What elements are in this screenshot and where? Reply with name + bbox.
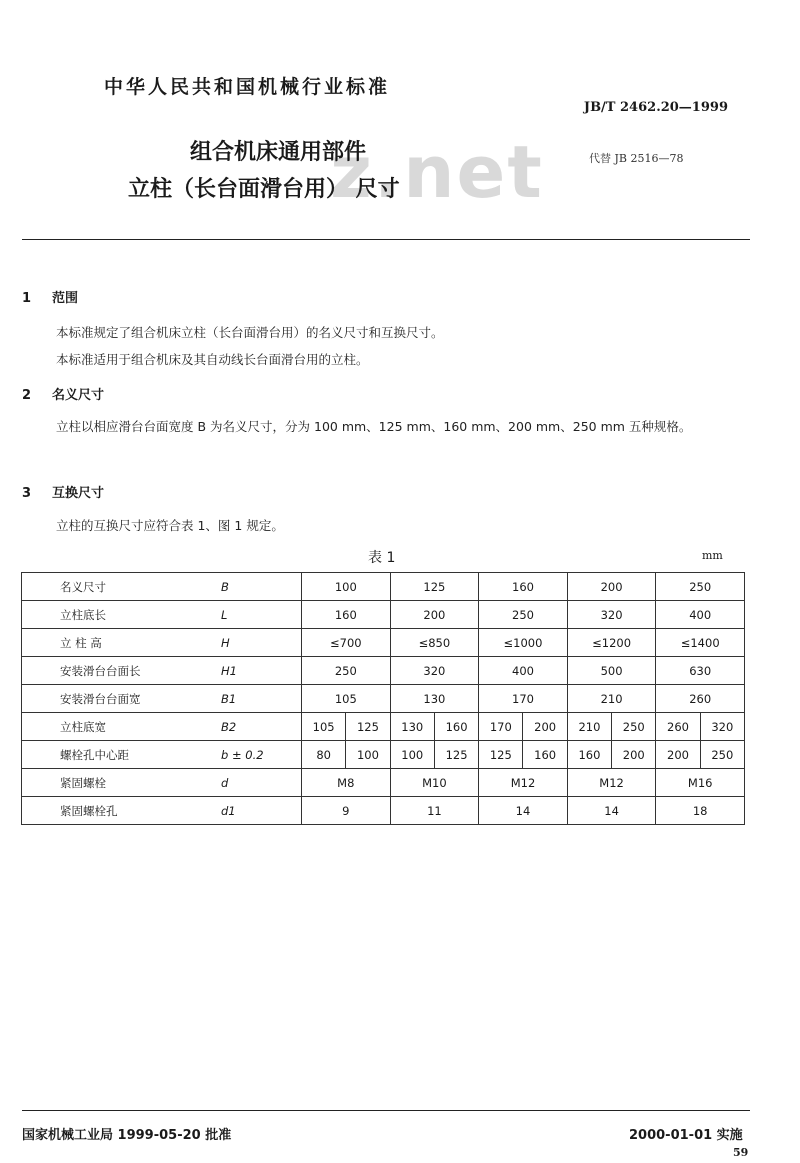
row-name: 立 柱 高 [22,629,202,657]
table-row [22,657,745,685]
table-cell: 125 [434,741,478,769]
table-cell: M10 [390,769,479,797]
row-name: 立柱底宽 [22,713,202,741]
header-divider [22,239,750,240]
row-symbol: B2 [201,713,302,741]
section-1-paragraph-2: 本标准适用于组合机床及其自动线长台面滑台用的立柱。 [56,352,369,367]
table-row [22,601,745,629]
table-cell: 160 [567,741,611,769]
table-row [22,713,745,741]
document-title-line2: 立柱（长台面滑台用） 尺寸 [128,177,400,202]
table-cell: 100 [390,741,434,769]
table-cell: 250 [612,713,656,741]
section-3-paragraph-1: 立柱的互换尺寸应符合表 1、图 1 规定。 [56,518,284,533]
row-name: 名义尺寸 [22,573,202,601]
row-symbol: H1 [201,657,302,685]
table-row [22,629,745,657]
row-symbol: d [201,769,302,797]
table-cell: ≤1400 [656,629,745,657]
table-cell: 400 [656,601,745,629]
replaces-note: 代替 JB 2516—78 [589,152,684,165]
row-name: 安装滑台台面长 [22,657,202,685]
table-cell: 18 [656,797,745,825]
table-cell: 250 [700,741,744,769]
table-cell: 320 [700,713,744,741]
approval-date: 国家机械工业局 1999-05-20 批准 [22,1128,232,1143]
row-symbol: B [201,573,302,601]
section-2-heading [22,384,104,403]
table-row [22,769,745,797]
table-cell: 100 [346,741,390,769]
dimension-table [21,572,745,825]
table-cell: 200 [390,601,479,629]
table-cell: 170 [479,685,568,713]
table-cell: 160 [479,573,568,601]
table-cell: 130 [390,685,479,713]
table-row [22,797,745,825]
table-cell: 210 [567,685,656,713]
table-cell: ≤1000 [479,629,568,657]
table-cell: 210 [567,713,611,741]
row-name: 安装滑台台面宽 [22,685,202,713]
footer-divider [22,1110,750,1111]
row-symbol: H [201,629,302,657]
table-cell: 160 [434,713,478,741]
row-symbol: B1 [201,685,302,713]
table-cell: 200 [567,573,656,601]
table-row [22,685,745,713]
row-name: 紧固螺栓 [22,769,202,797]
table-cell: 80 [302,741,346,769]
document-title-line1: 组合机床通用部件 [190,140,367,165]
table-cell: 400 [479,657,568,685]
table-caption: 表 1 [368,550,396,566]
section-title: 互换尺寸 [52,486,105,501]
table-cell: 105 [302,685,391,713]
table-cell: ≤850 [390,629,479,657]
table-cell: 200 [612,741,656,769]
table-cell: 125 [390,573,479,601]
row-symbol: d1 [201,797,302,825]
table-cell: 320 [390,657,479,685]
table-cell: M12 [479,769,568,797]
section-title: 名义尺寸 [52,388,105,403]
section-2-paragraph-1: 立柱以相应滑台台面宽度 B 为名义尺寸，分为 100 mm、125 mm、160 mm、200 mm、250 mm 五种规格。 [56,419,692,434]
section-3-heading [22,482,104,501]
table-cell: ≤1200 [567,629,656,657]
table-cell: 125 [346,713,390,741]
table-cell: 260 [656,685,745,713]
section-number: 3 [22,486,32,501]
table-cell: M12 [567,769,656,797]
standard-number: JB/T 2462.20—1999 [583,100,728,115]
section-1-heading [22,287,78,306]
table-cell: ≤700 [302,629,391,657]
table-cell: 250 [302,657,391,685]
row-symbol: b ± 0.2 [201,741,302,769]
table-cell: 200 [656,741,700,769]
row-name: 紧固螺栓孔 [22,797,202,825]
table-cell: 100 [302,573,391,601]
table-cell: 14 [479,797,568,825]
table-unit: mm [702,549,723,562]
table-row [22,741,745,769]
table-cell: 170 [479,713,523,741]
table-cell: M8 [302,769,391,797]
table-cell: 9 [302,797,391,825]
issuing-organization: 中华人民共和国机械行业标准 [104,76,391,98]
section-title: 范围 [52,291,79,306]
table-cell: 250 [479,601,568,629]
section-number: 1 [22,291,32,306]
section-1-paragraph-1: 本标准规定了组合机床立柱（长台面滑台用）的名义尺寸和互换尺寸。 [56,325,444,340]
table-cell: 130 [390,713,434,741]
watermark: z.net [330,130,544,214]
table-cell: 14 [567,797,656,825]
table-row [22,573,745,601]
page-number: 59 [733,1146,749,1159]
table-cell: 105 [302,713,346,741]
table-cell: 200 [523,713,567,741]
table-cell: M16 [656,769,745,797]
row-name: 螺栓孔中心距 [22,741,202,769]
table-cell: 630 [656,657,745,685]
row-symbol: L [201,601,302,629]
table-cell: 250 [656,573,745,601]
effective-date: 2000-01-01 实施 [629,1128,743,1143]
table-cell: 260 [656,713,700,741]
table-cell: 320 [567,601,656,629]
table-cell: 11 [390,797,479,825]
table-cell: 160 [302,601,391,629]
section-number: 2 [22,388,32,403]
table-cell: 500 [567,657,656,685]
table-cell: 160 [523,741,567,769]
row-name: 立柱底长 [22,601,202,629]
table-cell: 125 [479,741,523,769]
